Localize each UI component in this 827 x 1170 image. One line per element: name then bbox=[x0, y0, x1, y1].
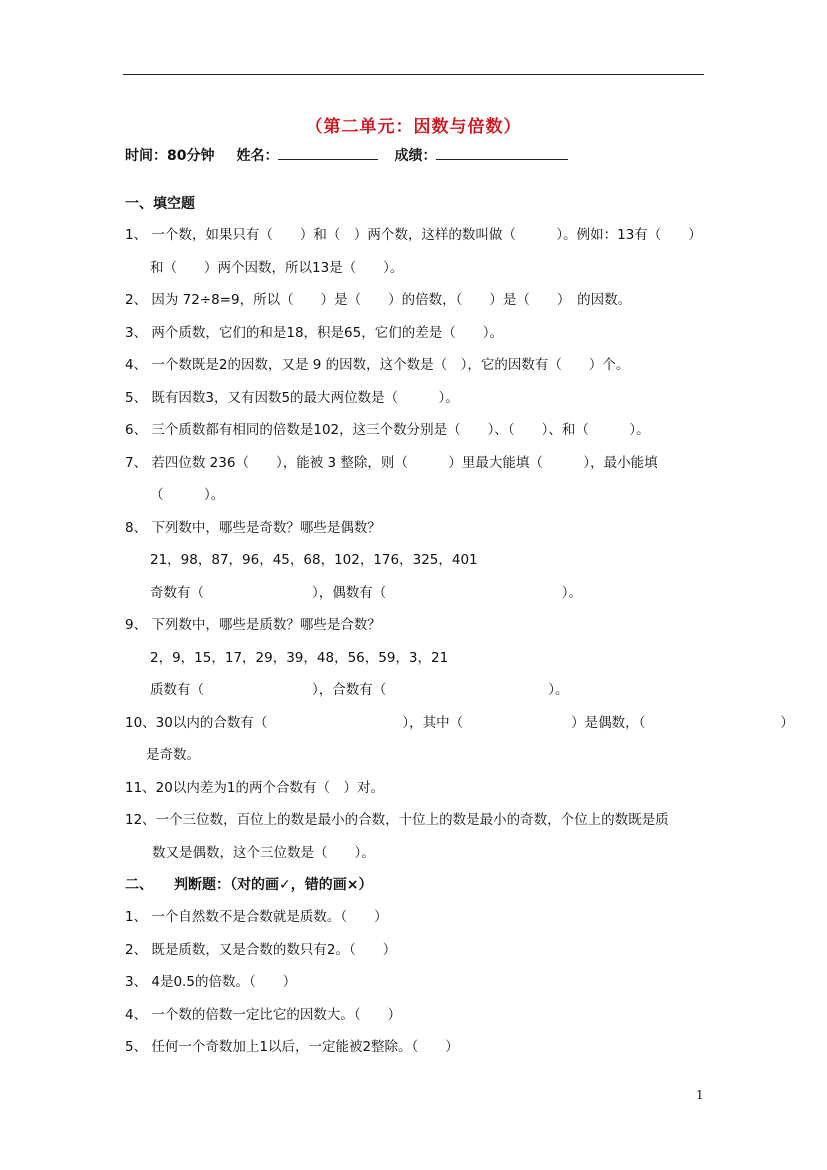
judgement-line: 1、 一个自然数不是合数就是质数。（ ） bbox=[125, 909, 388, 925]
score-label: 成绩： bbox=[394, 148, 437, 164]
judgement-line: 4、 一个数的倍数一定比它的因数大。（ ） bbox=[125, 1007, 402, 1023]
question-line: 10、30以内的合数有（ ），其中（ ）是偶数，（ ） bbox=[125, 715, 794, 731]
score-blank[interactable] bbox=[436, 145, 568, 160]
section1-heading: 一、填空题 bbox=[125, 196, 195, 212]
question-line: 9、 下列数中，哪些是质数？哪些是合数？ bbox=[125, 617, 381, 633]
judgement-line: 5、 任何一个奇数加上1以后，一定能被2整除。（ ） bbox=[125, 1039, 459, 1055]
question-line: 1、 一个数，如果只有（ ）和（ ）两个数，这样的数叫做（ ）。例如：13有（ ） bbox=[125, 227, 702, 243]
name-blank[interactable] bbox=[278, 145, 378, 160]
question-line: 是奇数。 bbox=[146, 747, 200, 763]
name-label: 姓名： bbox=[236, 148, 279, 164]
question-line: 2、 因为 72÷8=9，所以（ ）是（ ）的倍数，（ ）是（ ） 的因数。 bbox=[125, 292, 632, 308]
question-line: 3、 两个质数，它们的和是18，积是65，它们的差是（ ）。 bbox=[125, 325, 503, 341]
judgement-line: 2、 既是质数，又是合数的数只有2。（ ） bbox=[125, 942, 397, 958]
question-line: 4、 一个数既是2的因数，又是 9 的因数，这个数是（ ），它的因数有（ ）个。 bbox=[125, 357, 630, 373]
info-line bbox=[125, 145, 568, 165]
page-number: 1 bbox=[696, 1088, 704, 1102]
judgement-line: 3、 4是0.5的倍数。（ ） bbox=[125, 974, 297, 990]
section2-heading: 二、 判断题：（对的画✓，错的画×） bbox=[125, 877, 373, 893]
header-rule bbox=[123, 74, 704, 75]
question-line: 6、 三个质数都有相同的倍数是102，这三个数分别是（ ）、（ ）、和（ ）。 bbox=[125, 422, 650, 438]
answer-line: 奇数有（ ），偶数有（ ）。 bbox=[150, 585, 582, 601]
question-line: 11、20以内差为1的两个合数有（ ）对。 bbox=[125, 780, 384, 796]
question-line: 数又是偶数，这个三位数是（ ）。 bbox=[152, 845, 375, 861]
question-line: 12、一个三位数，百位上的数是最小的合数，十位上的数是最小的奇数，个位上的数既是质 bbox=[125, 812, 669, 828]
number-list: 21，98，87，96，45，68，102，176，325，401 bbox=[150, 552, 478, 568]
time-label: 时间：80分钟 bbox=[125, 148, 215, 164]
question-line: 8、 下列数中，哪些是奇数？哪些是偶数？ bbox=[125, 520, 381, 536]
question-line: （ ）。 bbox=[150, 487, 225, 503]
worksheet-title: （第二单元：因数与倍数） bbox=[305, 117, 522, 137]
question-line: 5、 既有因数3，又有因数5的最大两位数是（ ）。 bbox=[125, 390, 459, 406]
number-list: 2，9，15，17，29，39，48，56，59，3，21 bbox=[150, 650, 449, 666]
answer-line: 质数有（ ），合数有（ ）。 bbox=[150, 682, 569, 698]
question-line: 7、 若四位数 236（ ），能被 3 整除，则（ ）里最大能填（ ），最小能填 bbox=[125, 455, 658, 471]
question-line: 和（ ）两个因数，所以13是（ ）。 bbox=[150, 260, 404, 276]
